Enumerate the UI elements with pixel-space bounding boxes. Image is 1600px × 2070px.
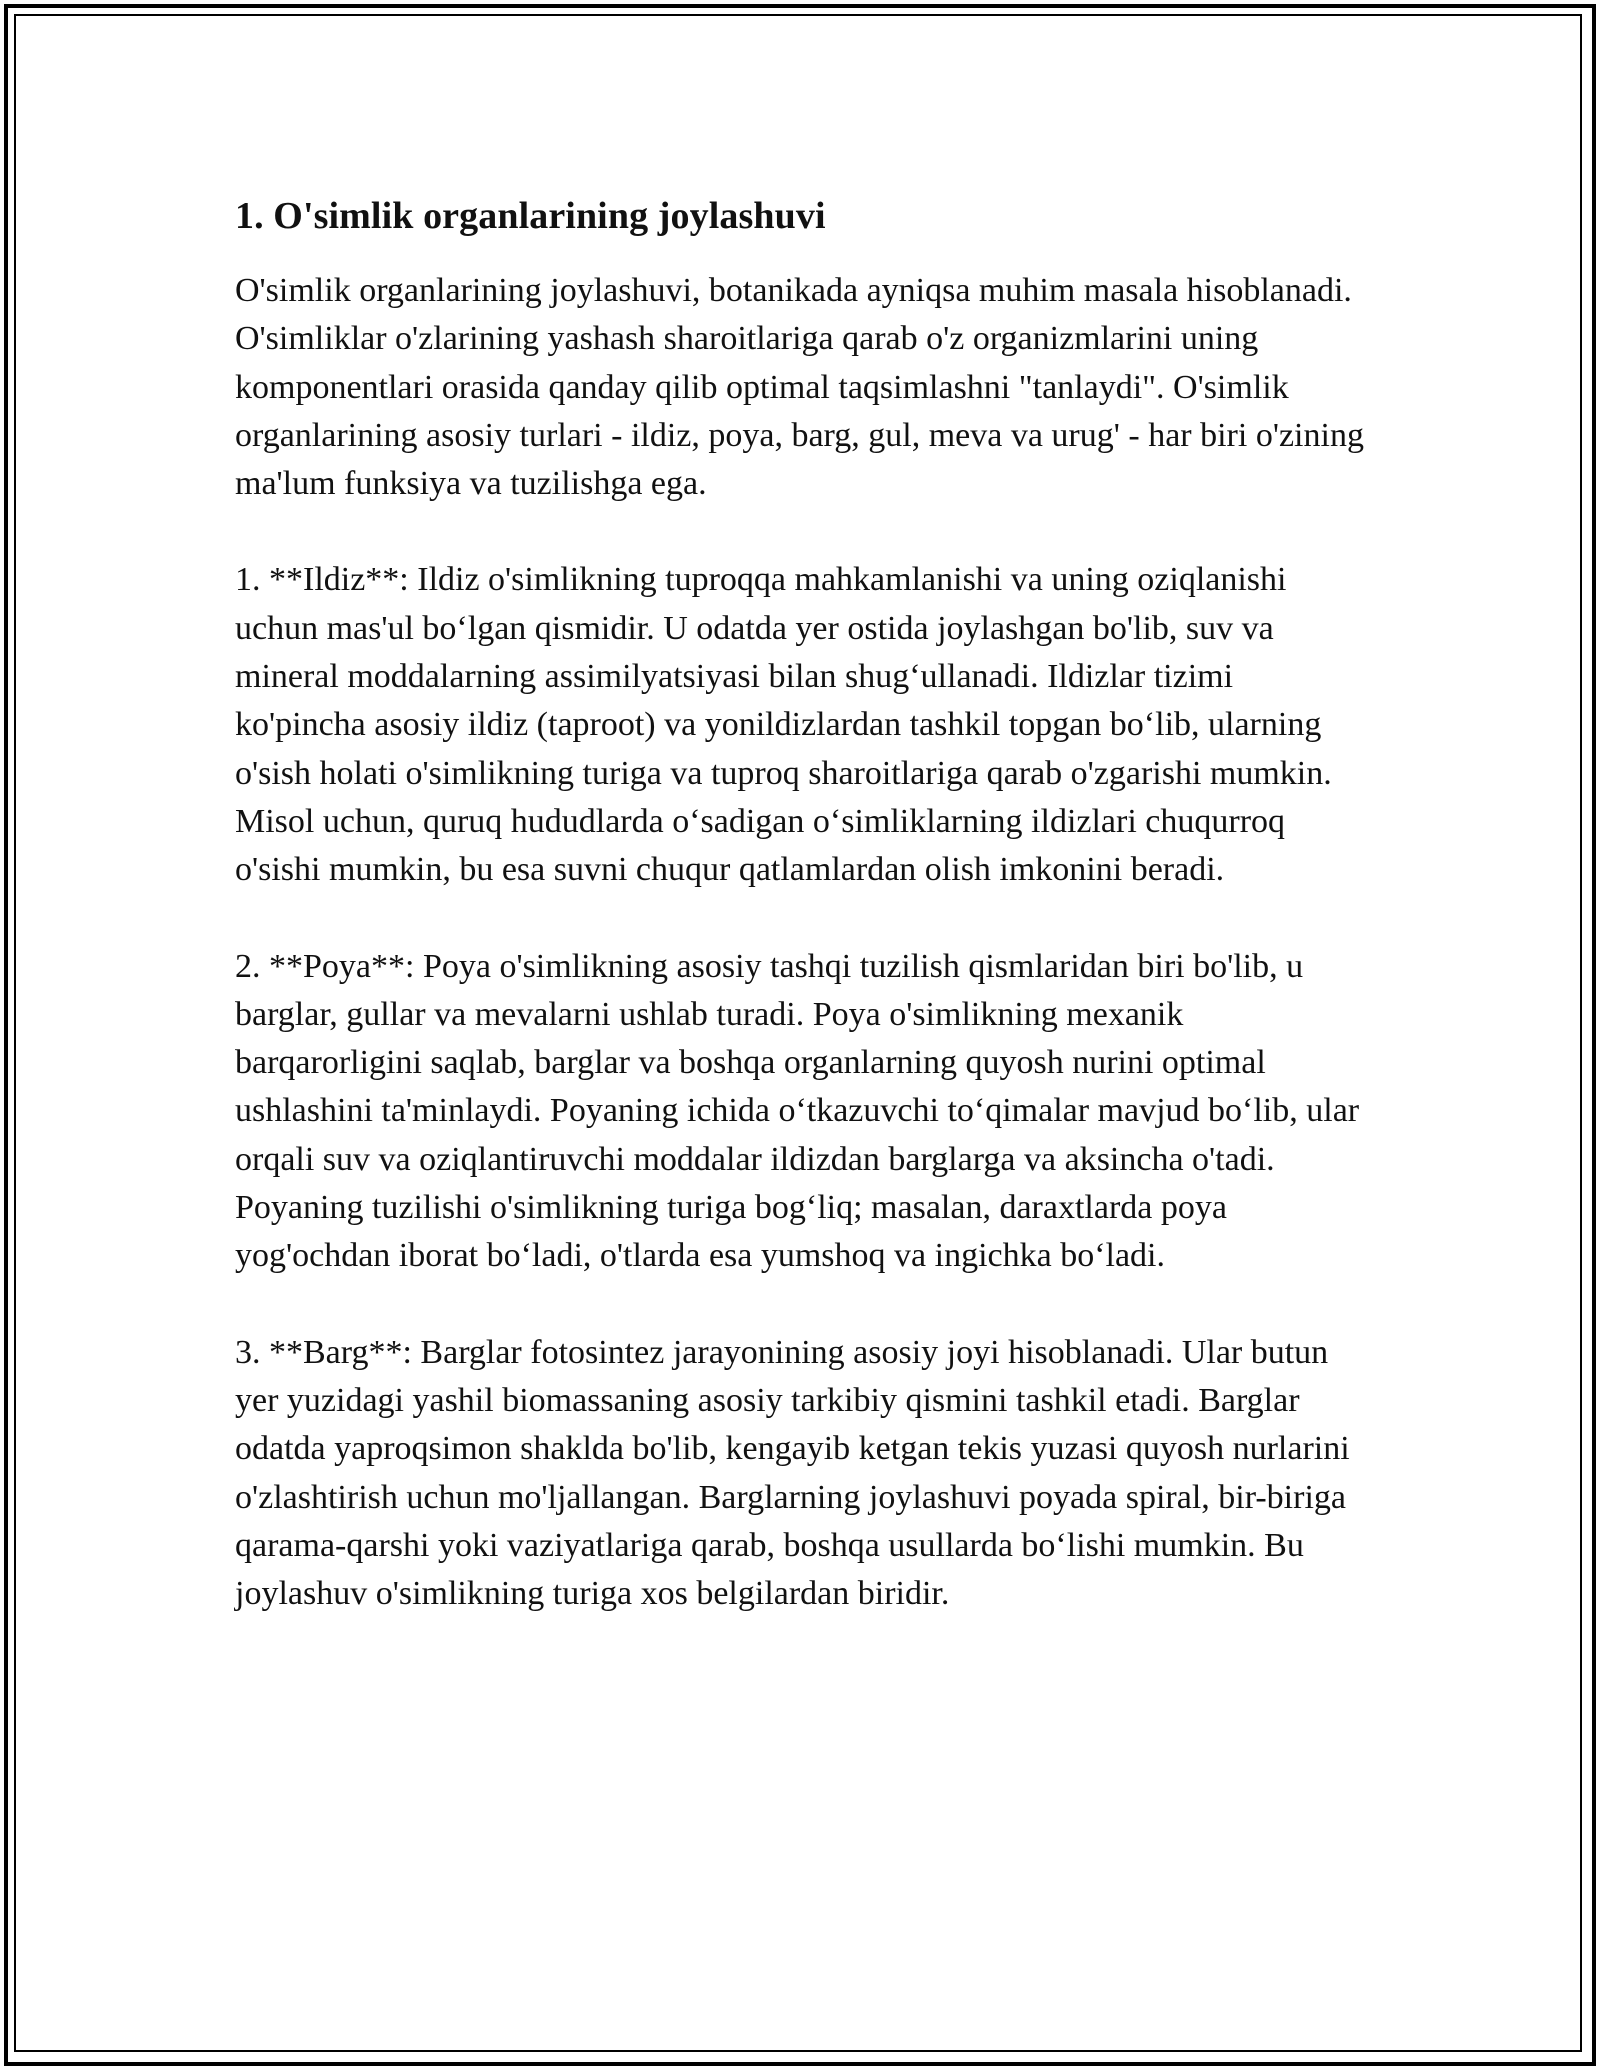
document-body xyxy=(235,183,1365,1618)
leaf-paragraph: 3. **Barg**: Barglar fotosintez jarayonining asosiy joyi hisoblanadi. Ular butun yer yuzidagi yashil biomassaning asosiy tarkibiy qismini tashkil etadi. Barglar odatda yaproqsimon shaklda bo'lib, kengayib ketgan tekis yuzasi quyosh nurlarini o'zlashtirish uchun mo'ljallangan. Barglarning joylashuvi poyada spiral, bir-biriga qarama-qarshi yoki vaziyatlariga qarab, boshqa usullarda bo‘lishi mumkin. Bu joylashuv o'simlikning turiga xos belgilardan biridir. xyxy=(235,1333,1350,1613)
stem-paragraph: 2. **Poya**: Poya o'simlikning asosiy tashqi tuzilish qismlaridan biri bo'lib, u barglar, gullar va mevalarni ushlab turadi. Poya o'simlikning mexanik barqarorligini saqlab, barglar va boshqa organlarning quyosh nurini optimal ushlashini ta'minlaydi. Poyaning ichida o‘tkazuvchi to‘qimalar mavjud bo‘lib, ular orqali suv va oziqlantiruvchi moddalar ildizdan barglarga va aksincha o'tadi. Poyaning tuzilishi o'simlikning turiga bog‘liq; masalan, daraxtlarda poya yog'ochdan iborat bo‘ladi, o'tlarda esa yumshoq va ingichka bo‘ladi. xyxy=(235,947,1360,1275)
root-paragraph: 1. **Ildiz**: Ildiz o'simlikning tuproqqa mahkamlanishi va uning oziqlanishi uchun mas'ul bo‘lgan qismidir. U odatda yer ostida joylashgan bo'lib, suv va mineral moddalarning assimilyatsiyasi bilan shug‘ullanadi. Ildizlar tizimi ko'pincha asosiy ildiz (taproot) va yonildizlardan tashkil topgan bo‘lib, ularning o'sish holati o'simlikning turiga va tuproq sharoitlariga qarab o'zgarishi mumkin. Misol uchun, quruq hududlarda o‘sadigan o‘simliklarning ildizlari chuqurroq o'sishi mumkin, bu esa suvni chuqur qatlamlardan olish imkonini beradi. xyxy=(235,561,1332,889)
section-heading: 1. O'simlik organlarining joylashuvi xyxy=(235,195,826,237)
intro-paragraph: O'simlik organlarining joylashuvi, botanikada ayniqsa muhim masala hisoblanadi. O'simliklar o'zlarining yashash sharoitlariga qarab o'z organizmlarini uning komponentlari orasida qanday qilib optimal taqsimlashni "tanlaydi". O'simlik organlarining asosiy turlari - ildiz, poya, barg, gul, meva va urug' - har biri o'zining ma'lum funksiya va tuzilishga ega. xyxy=(235,272,1364,503)
